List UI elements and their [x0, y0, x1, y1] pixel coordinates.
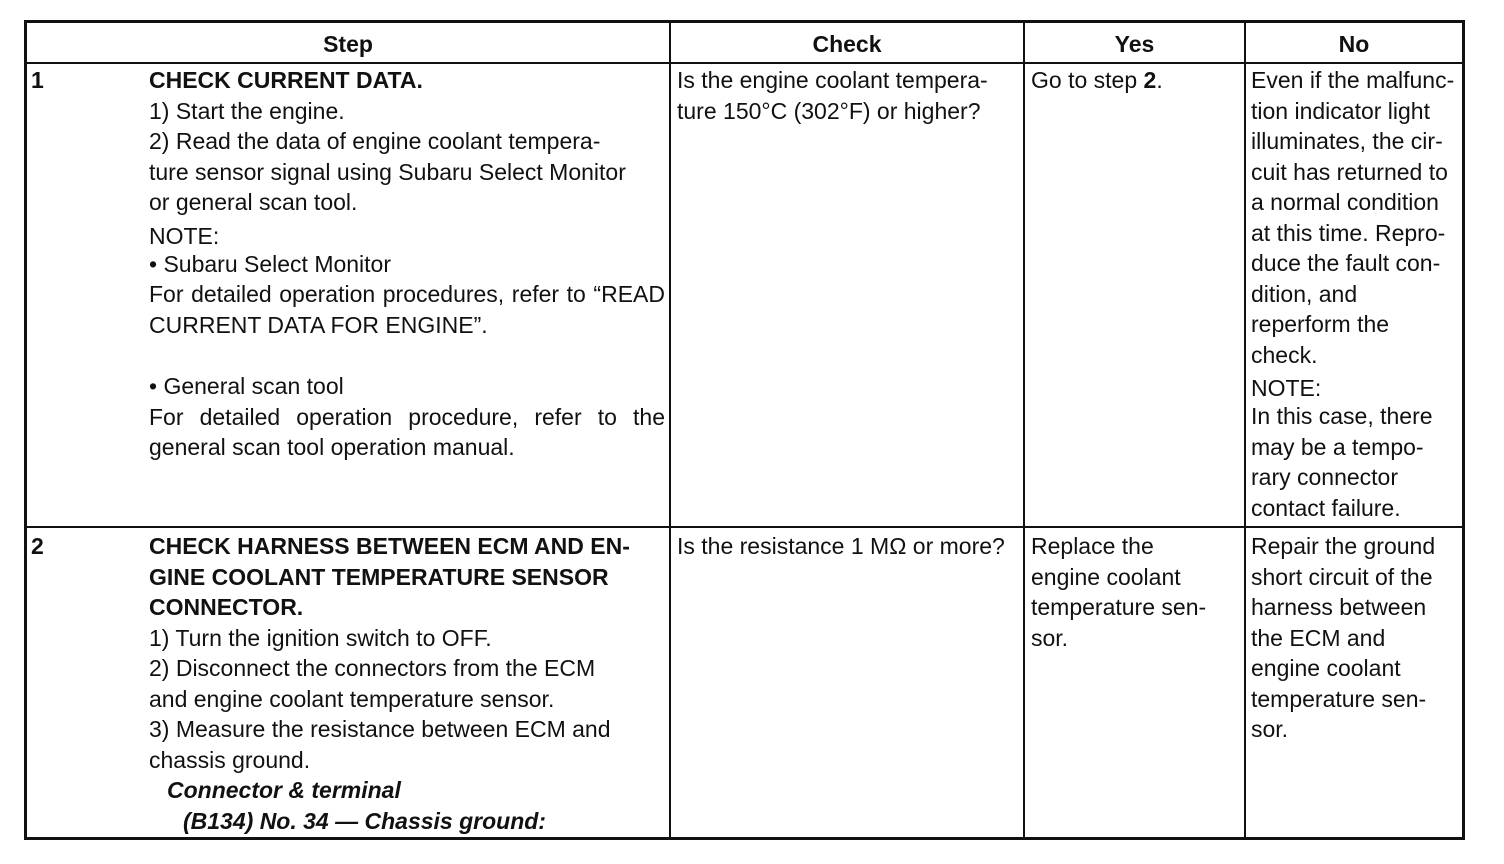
- header-step: Step: [323, 31, 373, 57]
- note-label: NOTE:: [149, 222, 220, 249]
- yes-step-link: 2: [1143, 67, 1157, 93]
- header-no: No: [1338, 31, 1370, 57]
- no-note-label: NOTE:: [1251, 375, 1322, 401]
- bullet-text: For detailed operation procedure, refer to the general scan tool operation manual.: [149, 403, 665, 460]
- no-line: sor.: [1251, 716, 1289, 742]
- instruction-line: or general scan tool.: [149, 189, 358, 215]
- no-line: check.: [1251, 341, 1318, 368]
- check-line: Is the engine coolant tempera-: [677, 67, 988, 93]
- no-line: illuminates, the cir-: [1251, 128, 1443, 154]
- yes-action: [1031, 65, 1241, 96]
- no-line: engine coolant: [1251, 655, 1401, 681]
- instruction-line: 3) Measure the resistance between ECM and: [149, 716, 611, 742]
- step-title-line: CONNECTOR.: [149, 594, 304, 620]
- no-line: a normal condition: [1251, 189, 1439, 215]
- no-line: Even if the malfunc-: [1251, 67, 1455, 93]
- no-line: cuit has returned to: [1251, 158, 1448, 185]
- no-line: the ECM and: [1251, 624, 1386, 651]
- step-number: 1: [31, 67, 44, 93]
- no-line: temperature sen-: [1251, 685, 1427, 712]
- troubleshooting-table: [24, 20, 1465, 840]
- step-description: [149, 65, 665, 463]
- no-note-line: rary connector: [1251, 464, 1399, 490]
- header-yes: Yes: [1114, 31, 1155, 57]
- yes-line: temperature sen-: [1031, 594, 1207, 620]
- instruction-line: 1) Start the engine.: [149, 97, 345, 124]
- yes-line: engine coolant: [1031, 563, 1181, 590]
- column-divider: [1244, 23, 1246, 837]
- yes-action: [1031, 531, 1241, 653]
- step-description: [149, 531, 665, 836]
- no-action: [1251, 65, 1463, 523]
- no-line: duce the fault con-: [1251, 250, 1441, 276]
- column-divider: [669, 23, 671, 837]
- spec-value: (B134) No. 34 — Chassis ground:: [183, 807, 546, 834]
- instruction-line: and engine coolant temperature sensor.: [149, 685, 555, 712]
- no-line: at this time. Repro-: [1251, 219, 1446, 246]
- no-line: tion indicator light: [1251, 97, 1430, 124]
- instruction-line: 1) Turn the ignition switch to OFF.: [149, 624, 492, 651]
- check-question: [677, 65, 1019, 126]
- yes-suffix: .: [1156, 67, 1163, 93]
- instruction-line: chassis ground.: [149, 746, 311, 773]
- bullet-text: For detailed operation procedures, refer to “READ CURRENT DATA FOR ENGINE”.: [149, 281, 665, 338]
- row-divider: [27, 526, 1462, 528]
- no-line: reperform the: [1251, 311, 1390, 337]
- yes-line: Replace the: [1031, 533, 1154, 559]
- bullet-item: • Subaru Select Monitor: [149, 250, 392, 277]
- column-divider: [1023, 23, 1025, 837]
- no-action: [1251, 531, 1463, 745]
- bullet-item: • General scan tool: [149, 373, 344, 399]
- instruction-line: 2) Read the data of engine coolant tempera-: [149, 128, 601, 154]
- no-note-line: may be a tempo-: [1251, 433, 1424, 460]
- no-line: harness between: [1251, 594, 1427, 620]
- instruction-line: ture sensor signal using Subaru Select Monitor: [149, 158, 626, 185]
- instruction-line: 2) Disconnect the connectors from the ECM: [149, 655, 596, 681]
- step-title-line: GINE COOLANT TEMPERATURE SENSOR: [149, 563, 609, 590]
- step-title: CHECK CURRENT DATA.: [149, 67, 423, 93]
- yes-prefix: Go to step: [1031, 67, 1144, 93]
- no-note-line: In this case, there: [1251, 403, 1433, 429]
- no-line: dition, and: [1251, 280, 1358, 307]
- spec-label: Connector & terminal: [167, 777, 401, 803]
- no-line: Repair the ground: [1251, 533, 1436, 559]
- yes-line: sor.: [1031, 624, 1069, 651]
- no-line: short circuit of the: [1251, 563, 1433, 590]
- check-question: Is the resistance 1 MΩ or more?: [677, 533, 1005, 559]
- check-line: ture 150°C (302°F) or higher?: [677, 97, 981, 124]
- no-note-line: contact failure.: [1251, 494, 1401, 521]
- step-title-line: CHECK HARNESS BETWEEN ECM AND EN-: [149, 533, 630, 559]
- header-check: Check: [812, 31, 882, 57]
- step-number: 2: [31, 533, 44, 559]
